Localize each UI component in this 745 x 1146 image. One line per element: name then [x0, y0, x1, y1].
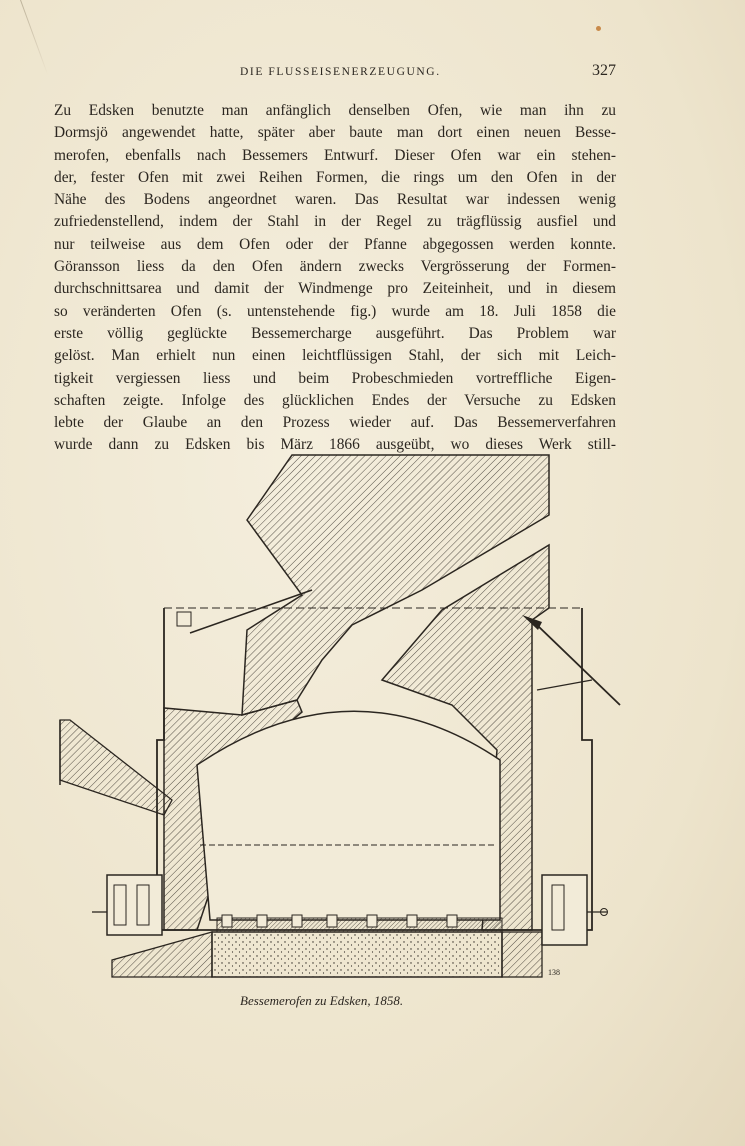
left-wind-box: [92, 875, 162, 935]
figure-number: 138: [548, 968, 560, 977]
text-line: wurde dann zu Edsken bis März 1866 ausgeübt, wo dieses Werk still-: [54, 436, 616, 454]
text-line: Nähe des Bodens angeordnet waren. Das Resultat war indessen wenig: [54, 191, 616, 209]
ink-spot: [596, 26, 601, 31]
text-line: tigkeit vergiessen liess und beim Probeschmieden vortreffliche Eigen-: [54, 369, 616, 387]
right-wind-box: [542, 875, 608, 945]
text-line: zufriedenstellend, indem der Stahl in der Regel zu trägflüssig ausfiel und: [54, 213, 616, 231]
furnace-section-drawing: [52, 450, 632, 990]
page-edge-mark: [20, 0, 48, 75]
text-line: nur teilweise aus dem Ofen oder der Pfanne abgegossen werden konnte.: [54, 235, 616, 253]
text-line: erste völlig geglückte Bessemercharge ausgeführt. Das Problem war: [54, 324, 616, 342]
text-line: so veränderten Ofen (s. untenstehende fig.) wurde am 18. Juli 1858 die: [54, 302, 616, 320]
text-line: gelöst. Man erhielt nun einen leichtflüssigen Stahl, der sich mit Leich-: [54, 347, 616, 365]
text-line: schaften zeigte. Infolge des glücklichen Endes der Versuche zu Edsken: [54, 391, 616, 409]
hearth-bottom: [112, 932, 542, 977]
charging-spout: [60, 720, 172, 815]
body-paragraph: [54, 100, 616, 457]
text-line: Göransson liess da den Ofen ändern zwecks Vergrösserung der Formen-: [54, 258, 616, 276]
tuyere-row: [217, 915, 502, 932]
page-number: 327: [592, 62, 616, 79]
text-line: der, fester Ofen mit zwei Reihen Formen, die rings um den Ofen in der: [54, 168, 616, 186]
text-line: durchschnittsarea und damit der Windmenge pro Zeiteinheit, und in diesem: [54, 280, 616, 298]
door-lever: [522, 615, 620, 705]
figure-caption: Bessemerofen zu Edsken, 1858.: [240, 993, 404, 1008]
running-title: DIE FLUSSEISENERZEUGUNG.: [240, 66, 441, 78]
text-line: lebte der Glaube an den Prozess wieder auf. Das Bessemerverfahren: [54, 414, 616, 432]
text-line: merofen, ebenfalls nach Bessemers Entwurf. Dieser Ofen war ein stehen-: [54, 146, 616, 164]
text-line: Zu Edsken benutzte man anfänglich denselben Ofen, wie man ihn zu: [54, 102, 616, 119]
inner-chamber: [197, 711, 500, 920]
text-line: Dormsjö angewendet hatte, später aber baute man dort einen neuen Besse-: [54, 124, 616, 142]
